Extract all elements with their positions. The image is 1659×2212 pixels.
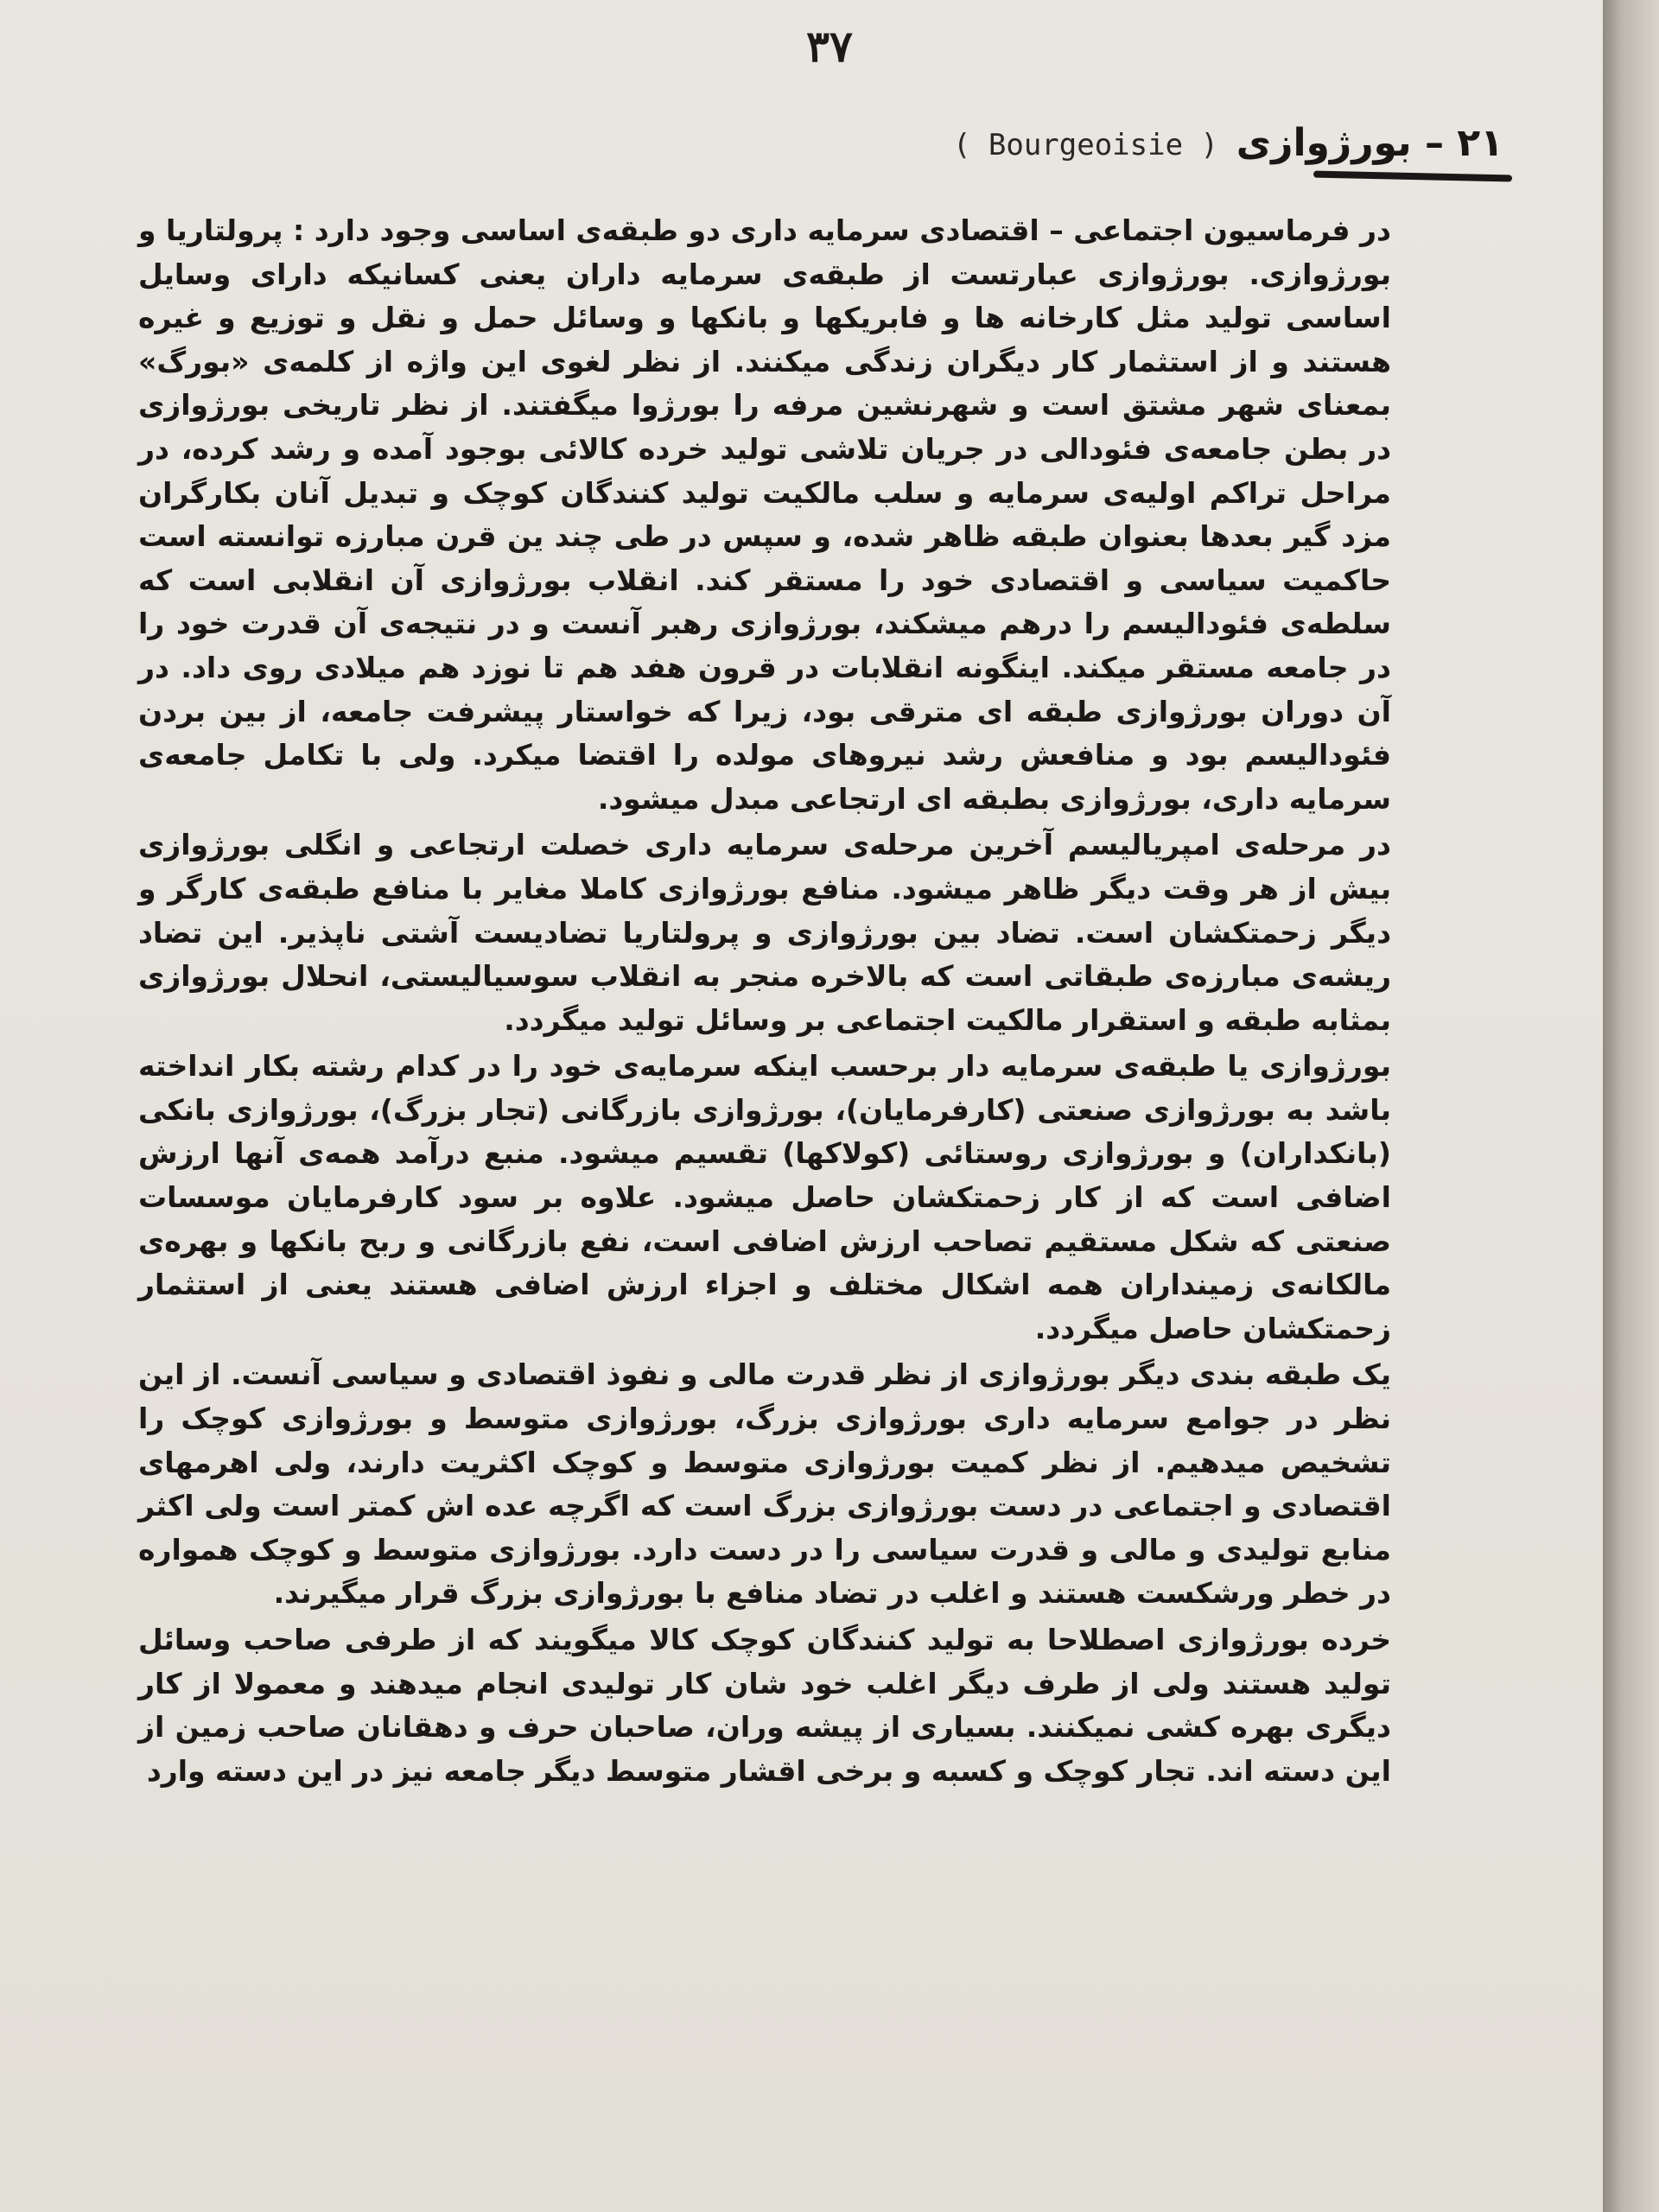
book-page-edge — [1603, 0, 1659, 2212]
paragraph: خرده بورژوازی اصطلاحا به تولید کنندگان کوچک کالا میگویند که از طرفی صاحب وسائل تولید هستند ولی از طرف دیگر اغلب خود شان کار تولیدی انجام میدهند و معمولا از کار دیگری بهره کشی نمیکنند. بسیاری از پیشه وران، صاحبان حرف و دهقانان صاحب زمین از این دسته اند. تجار کوچک و کسبه و برخی اقشار متوسط دیگر جامعه نیز در این دسته وارد — [138, 1623, 1391, 1788]
paragraph: در مرحله‌ی امپریالیسم آخرین مرحله‌ی سرمایه داری خصلت ارتجاعی و انگلی بورژوازی بیش از هر وقت دیگر ظاهر میشود. منافع بورژوازی کاملا مغایر با منافع طبقه‌ی کارگر و دیگر زحمتکشان است. تضاد بین بورژوازی و پرولتاریا تضادیست آشتی ناپذیر. این تضاد ریشه‌ی مبارزه‌ی طبقاتی است که بالاخره منجر به انقلاب سوسیالیستی، انحلال بورژوازی بمثابه طبقه و استقرار مالکیت اجتماعی بر وسائل تولید میگردد. — [138, 828, 1391, 1037]
page-number: ۳۷ — [806, 21, 853, 72]
paragraph: در فرماسیون اجتماعی – اقتصادی سرمایه داری دو طبقه‌ی اساسی وجود دارد : پرولتاریا و بورژوازی. بورژوازی عبارتست از طبقه‌ی سرمایه داران یعنی کسانیکه دارای وسایل اساسی تولید مثل کارخانه ها و فابریکها و بانکها و وسائل حمل و نقل و توزیع و غیره هستند و از استثمار کار دیگران زندگی میکنند. از نظر لغوی این واژه از کلمه‌ی «بورگ» بمعنای شهر مشتق است و شهرنشین مرفه را بورژوا میگفتند. از نظر تاریخی بورژوازی در بطن جامعه‌ی فئودالی در جریان تلاشی تولید خرده کالائی بوجود آمده و رشد کرده، در مراحل تراکم اولیه‌ی سرمایه و سلب مالکیت تولید کنندگان کوچک و تبدیل آنان بکارگران مزد گیر بعدها بعنوان طبقه ظاهر شده، و سپس در طی چند ین قرن مبارزه توانسته است حاکمیت سیاسی و اقتصادی خود را مستقر کند. انقلاب بورژوازی آن انقلابی است که سلطه‌ی فئودالیسم را درهم میشکند، بورژوازی رهبر آنست و در نتیجه‌ی آن قدرت خود را در جامعه مستقر میکند. اینگونه انقلابات در قرون هفد هم تا نوزد هم میلادی روی داد. در آن دوران بورژوازی طبقه ای مترقی بود، زیرا که خواستار پیشرفت جامعه، از بین بردن فئودالیسم بود و منافعش رشد نیروهای مولده را اقتضا میکرد. ولی با تکامل جامعه‌ی سرمایه داری، بورژوازی بطبقه ای ارتجاعی مبدل میشود. — [138, 213, 1391, 816]
paragraph: بورژوازی یا طبقه‌ی سرمایه دار برحسب اینکه سرمایه‌ی خود را در کدام رشته بکار انداخته باشد به بورژوازی صنعتی (کارفرمایان)، بورژوازی بازرگانی (تجار بزرگ)، بورژوازی بانکی (بانکداران) و بورژوازی روستائی (کولاکها) تقسیم میشود. منبع درآمد همه‌ی آنها ارزش اضافی است که از کار زحمتکشان حاصل میشود. علاوه بر سود کارفرمایان موسسات صنعتی که شکل مستقیم تصاحب ارزش اضافی است، نفع بازرگانی و ربح بانکها و بهره‌ی مالکانه‌ی زمینداران همه اشکال مختلف و اجزاء ارزش اضافی هستند یعنی از استثمار زحمتکشان حاصل میگردد. — [138, 1049, 1391, 1345]
section-title-underline — [1313, 171, 1512, 182]
article-body — [138, 209, 1391, 1793]
section-title: ۲۱ – بورژوازی — [1236, 121, 1503, 165]
section-header — [855, 121, 1503, 190]
paragraph: یک طبقه بندی دیگر بورژوازی از نظر قدرت مالی و نفوذ اقتصادی و سیاسی آنست. از این نظر در جوامع سرمایه داری بورژوازی بزرگ، بورژوازی متوسط و بورژوازی کوچک را تشخیص میدهیم. از نظر کمیت بورژوازی متوسط و کوچک اکثریت دارند، ولی اهرمهای اقتصادی و اجتماعی در دست بورژوازی بزرگ است که اگرچه عده اش کمتر است ولی اکثر منابع تولیدی و مالی و قدرت سیاسی را در دست دارد. بورژوازی متوسط و کوچک همواره در خطر ورشکست هستند و اغلب در تضاد منافع با بورژوازی بزرگ قرار میگیرند. — [138, 1357, 1391, 1611]
section-latin-term: ( Bourgeoisie ) — [952, 128, 1218, 162]
